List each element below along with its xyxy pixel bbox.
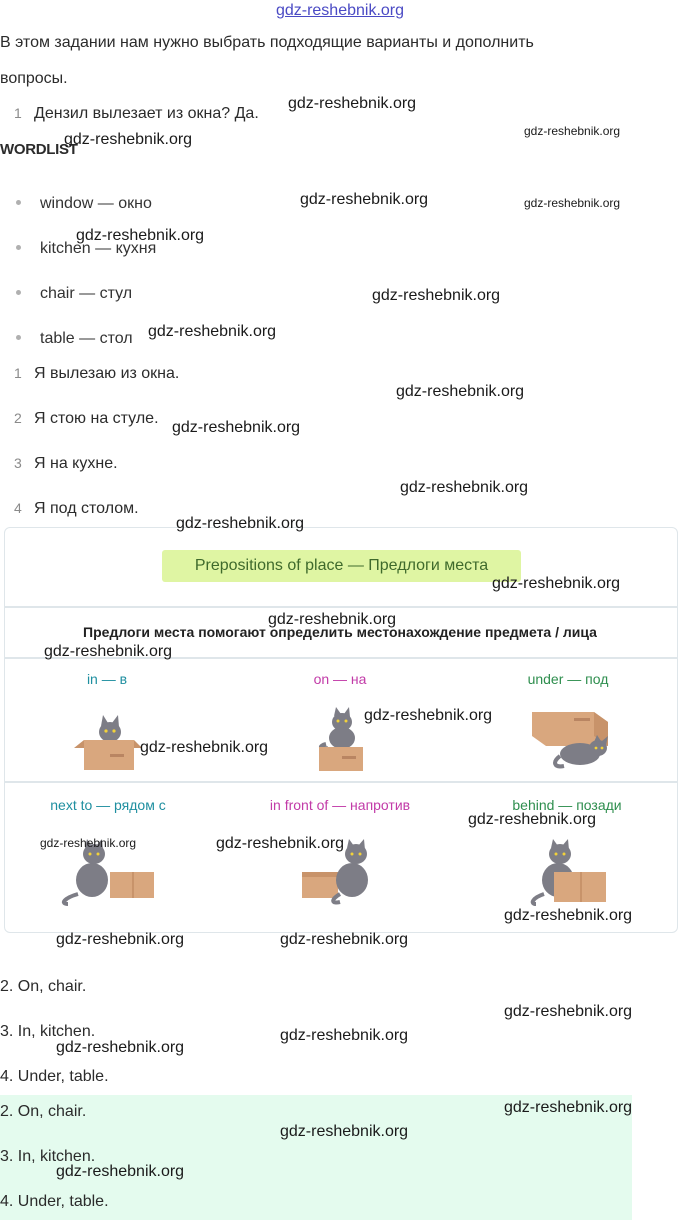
watermark: gdz-reshebnik.org <box>504 907 633 924</box>
bullet-icon <box>16 245 21 250</box>
watermark: gdz-reshebnik.org <box>524 196 621 210</box>
answer-line: 2. On, chair. <box>0 978 87 995</box>
question-number: 1 <box>14 105 22 121</box>
watermark: gdz-reshebnik.org <box>76 227 205 244</box>
watermark: gdz-reshebnik.org <box>504 1099 633 1116</box>
watermark: gdz-reshebnik.org <box>268 611 397 628</box>
watermark: gdz-reshebnik.org <box>176 515 305 532</box>
intro-line-1: В этом задании нам нужно выбрать подходящие варианты и дополнить <box>0 34 534 51</box>
answer-line: 3. In, kitchen. <box>0 1023 96 1040</box>
watermark: gdz-reshebnik.org <box>280 931 409 948</box>
watermark: gdz-reshebnik.org <box>400 479 529 496</box>
sentence-row: 1 Я вылезаю из окна. <box>14 365 180 382</box>
answer-line: 4. Under, table. <box>0 1068 109 1085</box>
prep-on-label: on — на <box>313 671 367 687</box>
card-title: Prepositions of place — Предлоги места <box>162 550 521 582</box>
prep-behind-label: behind — позади <box>512 797 622 813</box>
card-subtitle: Предлоги места помогают определить местонахождение предмета / лица <box>83 624 597 640</box>
watermark: gdz-reshebnik.org <box>140 739 269 756</box>
watermark: gdz-reshebnik.org <box>56 1163 185 1180</box>
watermark: gdz-reshebnik.org <box>300 191 429 208</box>
cat-in-box-illustration <box>70 706 142 772</box>
watermark: gdz-reshebnik.org <box>492 575 621 592</box>
watermark: gdz-reshebnik.org <box>288 95 417 112</box>
wordlist-item: table — стол <box>16 330 133 348</box>
prep-in-label: in — в <box>86 671 128 687</box>
question-row <box>14 105 259 123</box>
prep-in-front-of-label: in front of — напротив <box>269 797 411 813</box>
site-link[interactable]: gdz-reshebnik.org <box>275 2 405 19</box>
intro-line-2: вопросы. <box>0 70 68 87</box>
watermark: gdz-reshebnik.org <box>372 287 501 304</box>
cat-under-box-illustration <box>524 706 616 770</box>
watermark: gdz-reshebnik.org <box>172 419 301 436</box>
question-text: Дензил вылезает из окна? Да. <box>34 105 259 122</box>
sentence-row: 3 Я на кухне. <box>14 455 118 472</box>
watermark: gdz-reshebnik.org <box>216 835 345 852</box>
sentence-row: 4 Я под столом. <box>14 500 139 517</box>
wordlist-item: chair — стул <box>16 285 132 303</box>
watermark: gdz-reshebnik.org <box>40 836 137 850</box>
wordlist-item: kitchen — кухня <box>16 240 156 258</box>
watermark: gdz-reshebnik.org <box>504 1003 633 1020</box>
watermark: gdz-reshebnik.org <box>44 643 173 660</box>
sentence-row: 2 Я стою на стуле. <box>14 410 159 427</box>
wordlist-title: WORDLIST <box>0 141 78 158</box>
watermark: gdz-reshebnik.org <box>56 931 185 948</box>
cat-behind-box-illustration <box>526 838 610 908</box>
cat-on-box-illustration <box>312 706 368 772</box>
prep-under-label: under — под <box>527 671 609 687</box>
watermark: gdz-reshebnik.org <box>148 323 277 340</box>
answer-line-highlighted: 4. Under, table. <box>0 1193 109 1210</box>
watermark: gdz-reshebnik.org <box>364 707 493 724</box>
watermark: gdz-reshebnik.org <box>56 1039 185 1056</box>
watermark: gdz-reshebnik.org <box>396 383 525 400</box>
bullet-icon <box>16 290 21 295</box>
watermark: gdz-reshebnik.org <box>524 124 621 138</box>
bullet-icon <box>16 200 21 205</box>
watermark: gdz-reshebnik.org <box>468 811 597 828</box>
answer-line-highlighted: 3. In, kitchen. <box>0 1148 96 1165</box>
answer-line-highlighted: 2. On, chair. <box>0 1103 87 1120</box>
prep-next-to-label: next to — рядом с <box>50 797 166 813</box>
wordlist-item: window — окно <box>16 195 152 213</box>
bullet-icon <box>16 335 21 340</box>
watermark: gdz-reshebnik.org <box>280 1027 409 1044</box>
watermark: gdz-reshebnik.org <box>64 131 193 148</box>
watermark: gdz-reshebnik.org <box>280 1123 409 1140</box>
